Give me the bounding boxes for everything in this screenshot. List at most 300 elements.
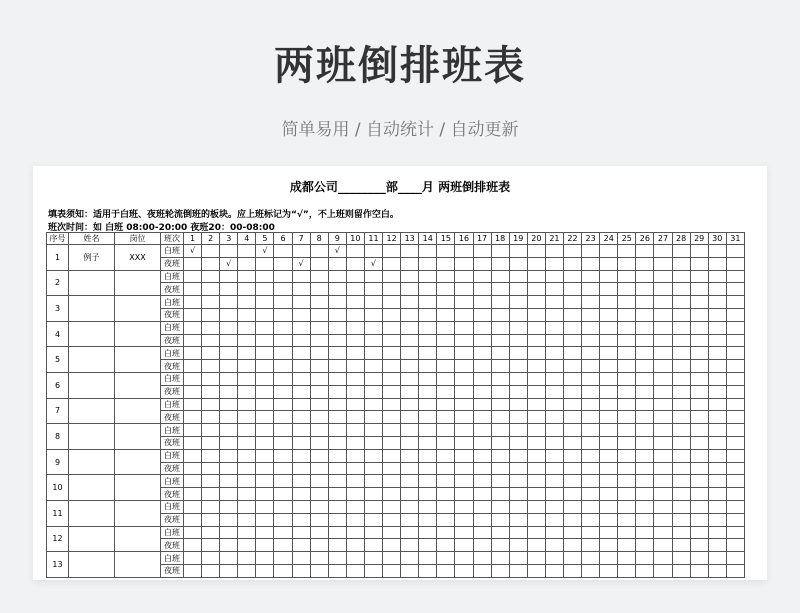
shift-cell[interactable] <box>672 475 690 488</box>
shift-cell[interactable] <box>473 526 491 539</box>
shift-cell[interactable] <box>292 398 310 411</box>
shift-cell[interactable] <box>582 283 600 296</box>
shift-cell[interactable] <box>184 372 202 385</box>
shift-cell[interactable] <box>274 488 292 501</box>
shift-cell[interactable] <box>310 334 328 347</box>
shift-cell[interactable] <box>364 552 382 565</box>
shift-cell[interactable] <box>437 411 455 424</box>
shift-cell[interactable] <box>726 296 744 309</box>
shift-cell[interactable] <box>527 270 545 283</box>
shift-cell[interactable] <box>618 245 636 258</box>
shift-cell[interactable] <box>202 436 220 449</box>
shift-cell[interactable]: √ <box>256 245 274 258</box>
shift-cell[interactable] <box>274 552 292 565</box>
shift-cell[interactable] <box>383 436 401 449</box>
shift-cell[interactable] <box>509 334 527 347</box>
shift-cell[interactable] <box>708 411 726 424</box>
shift-cell[interactable] <box>455 462 473 475</box>
shift-cell[interactable] <box>600 462 618 475</box>
shift-cell[interactable] <box>202 308 220 321</box>
shift-cell[interactable] <box>654 283 672 296</box>
shift-cell[interactable] <box>310 270 328 283</box>
shift-cell[interactable] <box>582 308 600 321</box>
shift-cell[interactable] <box>256 513 274 526</box>
shift-cell[interactable] <box>726 270 744 283</box>
shift-cell[interactable] <box>672 526 690 539</box>
shift-cell[interactable] <box>346 436 364 449</box>
shift-cell[interactable] <box>437 270 455 283</box>
shift-cell[interactable] <box>292 270 310 283</box>
shift-cell[interactable] <box>364 539 382 552</box>
shift-cell[interactable] <box>491 257 509 270</box>
shift-cell[interactable] <box>202 411 220 424</box>
shift-cell[interactable] <box>672 398 690 411</box>
shift-cell[interactable] <box>364 564 382 577</box>
shift-cell[interactable] <box>292 475 310 488</box>
shift-cell[interactable] <box>618 475 636 488</box>
shift-cell[interactable] <box>563 449 581 462</box>
position-cell[interactable] <box>115 321 161 347</box>
employee-name-cell[interactable] <box>69 552 115 578</box>
shift-cell[interactable] <box>545 347 563 360</box>
shift-cell[interactable] <box>202 257 220 270</box>
shift-cell[interactable] <box>292 245 310 258</box>
shift-cell[interactable] <box>618 513 636 526</box>
shift-cell[interactable] <box>527 526 545 539</box>
shift-cell[interactable] <box>672 488 690 501</box>
shift-cell[interactable] <box>238 436 256 449</box>
shift-cell[interactable] <box>346 539 364 552</box>
shift-cell[interactable] <box>618 372 636 385</box>
shift-cell[interactable] <box>600 283 618 296</box>
shift-cell[interactable] <box>238 424 256 437</box>
shift-cell[interactable] <box>690 308 708 321</box>
shift-cell[interactable] <box>419 296 437 309</box>
shift-cell[interactable] <box>672 449 690 462</box>
shift-cell[interactable] <box>274 257 292 270</box>
shift-cell[interactable] <box>636 411 654 424</box>
shift-cell[interactable] <box>473 270 491 283</box>
shift-cell[interactable] <box>238 500 256 513</box>
shift-cell[interactable] <box>618 552 636 565</box>
shift-cell[interactable] <box>708 283 726 296</box>
shift-cell[interactable] <box>563 270 581 283</box>
shift-cell[interactable] <box>310 539 328 552</box>
shift-cell[interactable] <box>184 347 202 360</box>
shift-cell[interactable] <box>256 564 274 577</box>
shift-cell[interactable] <box>582 449 600 462</box>
shift-cell[interactable] <box>419 513 437 526</box>
shift-cell[interactable] <box>527 436 545 449</box>
shift-cell[interactable] <box>437 488 455 501</box>
shift-cell[interactable] <box>654 296 672 309</box>
employee-name-cell[interactable]: 例子 <box>69 245 115 271</box>
shift-cell[interactable] <box>636 488 654 501</box>
shift-cell[interactable] <box>672 321 690 334</box>
shift-cell[interactable] <box>202 526 220 539</box>
shift-cell[interactable] <box>383 398 401 411</box>
shift-cell[interactable] <box>238 347 256 360</box>
shift-cell[interactable] <box>310 411 328 424</box>
shift-cell[interactable] <box>708 488 726 501</box>
shift-cell[interactable] <box>690 296 708 309</box>
shift-cell[interactable] <box>202 500 220 513</box>
employee-name-cell[interactable] <box>69 270 115 296</box>
shift-cell[interactable] <box>364 424 382 437</box>
shift-cell[interactable] <box>310 564 328 577</box>
shift-cell[interactable] <box>473 347 491 360</box>
shift-cell[interactable] <box>238 360 256 373</box>
shift-cell[interactable] <box>220 398 238 411</box>
shift-cell[interactable] <box>708 257 726 270</box>
shift-cell[interactable] <box>473 564 491 577</box>
shift-cell[interactable] <box>310 308 328 321</box>
shift-cell[interactable] <box>238 270 256 283</box>
shift-cell[interactable] <box>274 424 292 437</box>
shift-cell[interactable] <box>618 321 636 334</box>
shift-cell[interactable] <box>527 372 545 385</box>
shift-cell[interactable] <box>383 462 401 475</box>
shift-cell[interactable] <box>545 436 563 449</box>
shift-cell[interactable] <box>238 462 256 475</box>
shift-cell[interactable] <box>419 526 437 539</box>
shift-cell[interactable] <box>419 449 437 462</box>
shift-cell[interactable] <box>220 513 238 526</box>
shift-cell[interactable] <box>419 475 437 488</box>
shift-cell[interactable] <box>455 500 473 513</box>
shift-cell[interactable] <box>220 526 238 539</box>
shift-cell[interactable] <box>636 283 654 296</box>
shift-cell[interactable] <box>419 245 437 258</box>
shift-cell[interactable] <box>618 424 636 437</box>
shift-cell[interactable] <box>491 283 509 296</box>
shift-cell[interactable] <box>184 475 202 488</box>
shift-cell[interactable] <box>202 372 220 385</box>
shift-cell[interactable] <box>545 513 563 526</box>
shift-cell[interactable] <box>509 526 527 539</box>
shift-cell[interactable] <box>672 411 690 424</box>
shift-cell[interactable] <box>654 449 672 462</box>
shift-cell[interactable] <box>690 436 708 449</box>
shift-cell[interactable] <box>238 539 256 552</box>
shift-cell[interactable] <box>328 308 346 321</box>
shift-cell[interactable] <box>654 398 672 411</box>
shift-cell[interactable] <box>708 552 726 565</box>
shift-cell[interactable] <box>636 500 654 513</box>
shift-cell[interactable] <box>491 245 509 258</box>
shift-cell[interactable] <box>563 245 581 258</box>
shift-cell[interactable] <box>184 539 202 552</box>
shift-cell[interactable] <box>527 334 545 347</box>
shift-cell[interactable] <box>220 488 238 501</box>
shift-cell[interactable] <box>473 513 491 526</box>
shift-cell[interactable] <box>654 436 672 449</box>
shift-cell[interactable] <box>690 283 708 296</box>
shift-cell[interactable] <box>184 462 202 475</box>
shift-cell[interactable] <box>202 296 220 309</box>
shift-cell[interactable] <box>401 372 419 385</box>
shift-cell[interactable] <box>690 475 708 488</box>
shift-cell[interactable] <box>383 283 401 296</box>
shift-cell[interactable] <box>256 385 274 398</box>
shift-cell[interactable] <box>401 283 419 296</box>
shift-cell[interactable] <box>527 539 545 552</box>
shift-cell[interactable] <box>256 398 274 411</box>
shift-cell[interactable] <box>310 245 328 258</box>
shift-cell[interactable] <box>455 475 473 488</box>
shift-cell[interactable] <box>708 436 726 449</box>
shift-cell[interactable] <box>654 500 672 513</box>
shift-cell[interactable] <box>364 296 382 309</box>
shift-cell[interactable] <box>509 500 527 513</box>
shift-cell[interactable] <box>274 449 292 462</box>
shift-cell[interactable] <box>672 385 690 398</box>
shift-cell[interactable] <box>292 296 310 309</box>
shift-cell[interactable] <box>491 411 509 424</box>
shift-cell[interactable] <box>220 385 238 398</box>
shift-cell[interactable] <box>292 526 310 539</box>
shift-cell[interactable] <box>310 385 328 398</box>
shift-cell[interactable] <box>509 372 527 385</box>
shift-cell[interactable] <box>256 270 274 283</box>
shift-cell[interactable] <box>636 372 654 385</box>
shift-cell[interactable] <box>509 245 527 258</box>
shift-cell[interactable] <box>220 424 238 437</box>
shift-cell[interactable] <box>654 411 672 424</box>
shift-cell[interactable] <box>292 411 310 424</box>
shift-cell[interactable] <box>437 539 455 552</box>
shift-cell[interactable] <box>672 500 690 513</box>
shift-cell[interactable] <box>184 270 202 283</box>
shift-cell[interactable] <box>292 334 310 347</box>
shift-cell[interactable] <box>473 308 491 321</box>
shift-cell[interactable] <box>401 513 419 526</box>
shift-cell[interactable] <box>618 334 636 347</box>
shift-cell[interactable] <box>274 462 292 475</box>
shift-cell[interactable] <box>618 385 636 398</box>
shift-cell[interactable] <box>563 462 581 475</box>
shift-cell[interactable] <box>636 334 654 347</box>
shift-cell[interactable] <box>582 270 600 283</box>
shift-cell[interactable] <box>383 296 401 309</box>
position-cell[interactable] <box>115 526 161 552</box>
shift-cell[interactable] <box>238 308 256 321</box>
shift-cell[interactable] <box>202 347 220 360</box>
shift-cell[interactable] <box>238 372 256 385</box>
shift-cell[interactable] <box>672 539 690 552</box>
shift-cell[interactable] <box>437 245 455 258</box>
shift-cell[interactable] <box>527 411 545 424</box>
shift-cell[interactable] <box>184 257 202 270</box>
shift-cell[interactable] <box>491 360 509 373</box>
shift-cell[interactable] <box>708 321 726 334</box>
shift-cell[interactable] <box>328 385 346 398</box>
shift-cell[interactable] <box>491 308 509 321</box>
shift-cell[interactable] <box>184 513 202 526</box>
shift-cell[interactable] <box>328 436 346 449</box>
shift-cell[interactable] <box>310 462 328 475</box>
shift-cell[interactable] <box>401 347 419 360</box>
shift-cell[interactable] <box>654 475 672 488</box>
shift-cell[interactable] <box>545 424 563 437</box>
shift-cell[interactable] <box>455 308 473 321</box>
shift-cell[interactable] <box>419 308 437 321</box>
shift-cell[interactable] <box>419 257 437 270</box>
shift-cell[interactable] <box>672 552 690 565</box>
shift-cell[interactable] <box>618 449 636 462</box>
shift-cell[interactable] <box>708 360 726 373</box>
shift-cell[interactable] <box>726 308 744 321</box>
shift-cell[interactable] <box>690 385 708 398</box>
shift-cell[interactable] <box>256 257 274 270</box>
shift-cell[interactable] <box>202 475 220 488</box>
shift-cell[interactable] <box>509 398 527 411</box>
shift-cell[interactable] <box>401 564 419 577</box>
shift-cell[interactable] <box>383 564 401 577</box>
shift-cell[interactable] <box>346 398 364 411</box>
shift-cell[interactable] <box>364 411 382 424</box>
shift-cell[interactable] <box>600 334 618 347</box>
shift-cell[interactable] <box>220 308 238 321</box>
shift-cell[interactable] <box>238 475 256 488</box>
shift-cell[interactable] <box>383 411 401 424</box>
shift-cell[interactable] <box>491 270 509 283</box>
shift-cell[interactable] <box>473 424 491 437</box>
shift-cell[interactable] <box>636 526 654 539</box>
shift-cell[interactable] <box>310 552 328 565</box>
shift-cell[interactable] <box>636 385 654 398</box>
shift-cell[interactable] <box>509 270 527 283</box>
shift-cell[interactable] <box>310 347 328 360</box>
shift-cell[interactable]: √ <box>328 245 346 258</box>
shift-cell[interactable] <box>419 564 437 577</box>
shift-cell[interactable] <box>437 360 455 373</box>
shift-cell[interactable] <box>364 334 382 347</box>
shift-cell[interactable] <box>545 398 563 411</box>
shift-cell[interactable] <box>455 257 473 270</box>
employee-name-cell[interactable] <box>69 475 115 501</box>
shift-cell[interactable] <box>437 552 455 565</box>
shift-cell[interactable] <box>383 347 401 360</box>
shift-cell[interactable] <box>582 424 600 437</box>
shift-cell[interactable] <box>455 564 473 577</box>
shift-cell[interactable] <box>690 449 708 462</box>
shift-cell[interactable] <box>274 564 292 577</box>
shift-cell[interactable] <box>726 526 744 539</box>
shift-cell[interactable] <box>238 398 256 411</box>
shift-cell[interactable] <box>238 283 256 296</box>
shift-cell[interactable] <box>545 539 563 552</box>
shift-cell[interactable] <box>563 436 581 449</box>
shift-cell[interactable] <box>401 449 419 462</box>
position-cell[interactable] <box>115 270 161 296</box>
shift-cell[interactable] <box>401 385 419 398</box>
shift-cell[interactable] <box>545 296 563 309</box>
position-cell[interactable] <box>115 372 161 398</box>
shift-cell[interactable] <box>383 321 401 334</box>
shift-cell[interactable] <box>636 436 654 449</box>
shift-cell[interactable] <box>509 308 527 321</box>
shift-cell[interactable] <box>292 462 310 475</box>
shift-cell[interactable] <box>654 270 672 283</box>
shift-cell[interactable] <box>563 347 581 360</box>
shift-cell[interactable] <box>509 488 527 501</box>
shift-cell[interactable] <box>256 347 274 360</box>
shift-cell[interactable] <box>509 257 527 270</box>
shift-cell[interactable] <box>328 513 346 526</box>
shift-cell[interactable] <box>310 296 328 309</box>
shift-cell[interactable] <box>726 500 744 513</box>
shift-cell[interactable] <box>690 321 708 334</box>
shift-cell[interactable] <box>473 411 491 424</box>
shift-cell[interactable] <box>600 449 618 462</box>
shift-cell[interactable] <box>545 564 563 577</box>
shift-cell[interactable] <box>636 513 654 526</box>
shift-cell[interactable] <box>310 436 328 449</box>
shift-cell[interactable] <box>672 360 690 373</box>
shift-cell[interactable] <box>726 539 744 552</box>
shift-cell[interactable] <box>256 308 274 321</box>
shift-cell[interactable] <box>292 360 310 373</box>
shift-cell[interactable] <box>527 385 545 398</box>
shift-cell[interactable] <box>256 526 274 539</box>
shift-cell[interactable] <box>654 372 672 385</box>
shift-cell[interactable] <box>618 564 636 577</box>
shift-cell[interactable] <box>509 360 527 373</box>
shift-cell[interactable] <box>473 372 491 385</box>
shift-cell[interactable] <box>455 411 473 424</box>
shift-cell[interactable] <box>708 308 726 321</box>
shift-cell[interactable] <box>527 475 545 488</box>
shift-cell[interactable] <box>202 360 220 373</box>
shift-cell[interactable] <box>455 296 473 309</box>
shift-cell[interactable] <box>346 475 364 488</box>
shift-cell[interactable] <box>274 385 292 398</box>
shift-cell[interactable] <box>690 488 708 501</box>
shift-cell[interactable] <box>509 411 527 424</box>
shift-cell[interactable] <box>364 360 382 373</box>
shift-cell[interactable] <box>582 436 600 449</box>
shift-cell[interactable] <box>383 552 401 565</box>
shift-cell[interactable] <box>509 449 527 462</box>
shift-cell[interactable] <box>256 424 274 437</box>
shift-cell[interactable] <box>419 436 437 449</box>
shift-cell[interactable] <box>473 436 491 449</box>
shift-cell[interactable] <box>220 296 238 309</box>
shift-cell[interactable] <box>328 552 346 565</box>
shift-cell[interactable]: √ <box>292 257 310 270</box>
shift-cell[interactable] <box>582 360 600 373</box>
shift-cell[interactable] <box>328 347 346 360</box>
shift-cell[interactable] <box>563 308 581 321</box>
shift-cell[interactable] <box>708 564 726 577</box>
shift-cell[interactable] <box>256 296 274 309</box>
shift-cell[interactable] <box>582 539 600 552</box>
shift-cell[interactable] <box>202 513 220 526</box>
shift-cell[interactable] <box>636 449 654 462</box>
shift-cell[interactable] <box>437 500 455 513</box>
shift-cell[interactable] <box>672 334 690 347</box>
shift-cell[interactable] <box>437 398 455 411</box>
shift-cell[interactable] <box>455 334 473 347</box>
employee-name-cell[interactable] <box>69 321 115 347</box>
shift-cell[interactable] <box>292 436 310 449</box>
position-cell[interactable] <box>115 500 161 526</box>
shift-cell[interactable] <box>310 424 328 437</box>
shift-cell[interactable] <box>563 552 581 565</box>
employee-name-cell[interactable] <box>69 500 115 526</box>
shift-cell[interactable] <box>328 296 346 309</box>
